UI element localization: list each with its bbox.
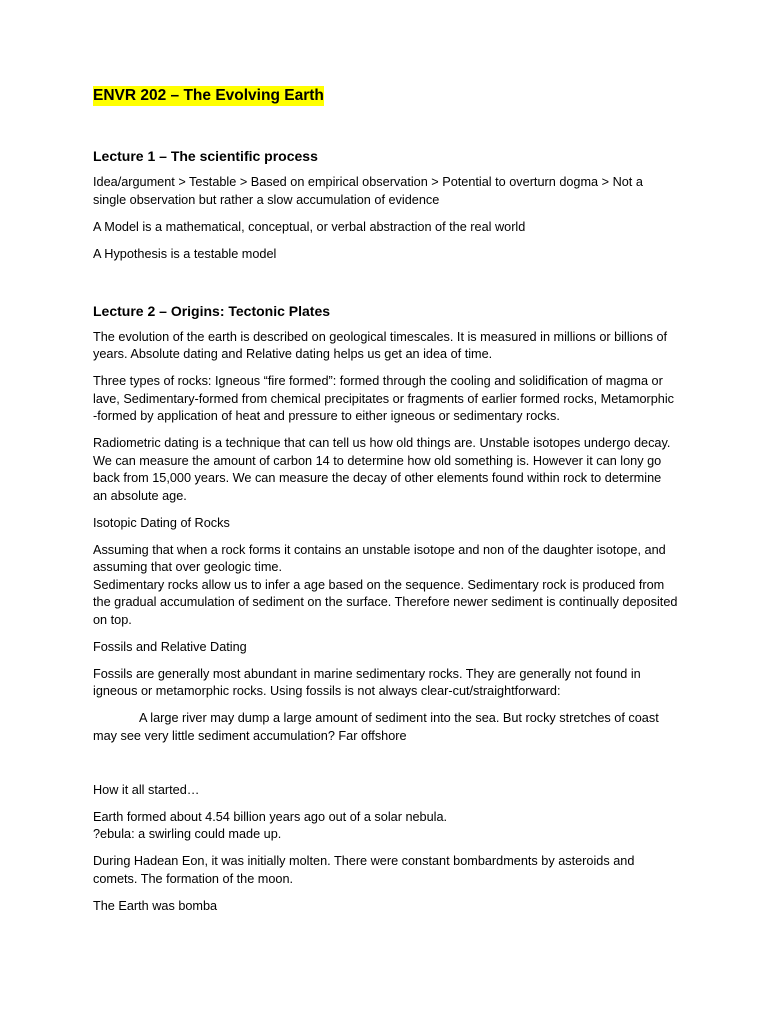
document-title: ENVR 202 – The Evolving Earth [93, 87, 324, 104]
lecture-1-paragraph: A Hypothesis is a testable model [93, 246, 277, 261]
subheading-isotopic-dating: Isotopic Dating of Rocks [93, 515, 230, 530]
lecture-2-paragraph [93, 542, 678, 630]
lecture-2-paragraph: The evolution of the earth is described on geological timescales. It is measured in millions or billions of years. Absolute dating and Relative dating helps us get an idea of time. [93, 329, 668, 361]
lecture-2-paragraph: Radiometric dating is a technique that can tell us how old things are. Unstable isotopes undergo decay. We can measure the amount of carbon 14 to determine how old something is. However it can lony go back from 15,000 years. We can measure the decay of other elements found within rock to determine an absolute age. [93, 436, 671, 503]
paragraph-line: ?ebula: a swirling could made up. [93, 827, 282, 841]
subheading-fossils-relative-dating: Fossils and Relative Dating [93, 639, 247, 654]
paragraph-line: Earth formed about 4.54 billion years ago out of a solar nebula. [93, 809, 448, 824]
lecture-2-paragraph: Three types of rocks: Igneous “fire formed”: formed through the cooling and solidification of magma or lave, Sedimentary-formed from chemical precipitates or fragments of earlier formed rocks, Metamorphic -formed by application of heat and pressure to either igneous or sedimentary rocks. [93, 374, 675, 423]
lecture-2-paragraph: The Earth was bomba [93, 898, 218, 913]
lecture-2-paragraph [93, 809, 678, 844]
lecture-2-paragraph: Fossils are generally most abundant in marine sedimentary rocks. They are generally not found in igneous or metamorphic rocks. Using fossils is not always clear-cut/straightforward: [93, 666, 641, 698]
subheading-how-it-started: How it all started… [93, 782, 200, 797]
indented-paragraph: A large river may dump a large amount of sediment into the sea. But rocky stretches of coast may see very little sediment accumulation? Far offshore [93, 711, 659, 743]
document-page [93, 86, 678, 925]
paragraph-line: Assuming that when a rock forms it contains an unstable isotope and non of the daughter isotope, and assuming that over geologic time. [93, 542, 666, 574]
lecture-1-paragraph: Idea/argument > Testable > Based on empirical observation > Potential to overturn dogma > Not a single observation but rather a slow accumulation of evidence [93, 175, 643, 207]
lecture-1-heading: Lecture 1 – The scientific process [93, 148, 318, 164]
paragraph-line: Sedimentary rocks allow us to infer a age based on the sequence. Sedimentary rock is produced from the gradual accumulation of sediment on the surface. Therefore newer sediment is continually deposited on top. [93, 577, 678, 627]
lecture-2-heading: Lecture 2 – Origins: Tectonic Plates [93, 302, 331, 319]
lecture-1-paragraph: A Model is a mathematical, conceptual, or verbal abstraction of the real world [93, 219, 526, 234]
lecture-2-paragraph: During Hadean Eon, it was initially molten. There were constant bombardments by asteroids and comets. The formation of the moon. [93, 854, 635, 886]
